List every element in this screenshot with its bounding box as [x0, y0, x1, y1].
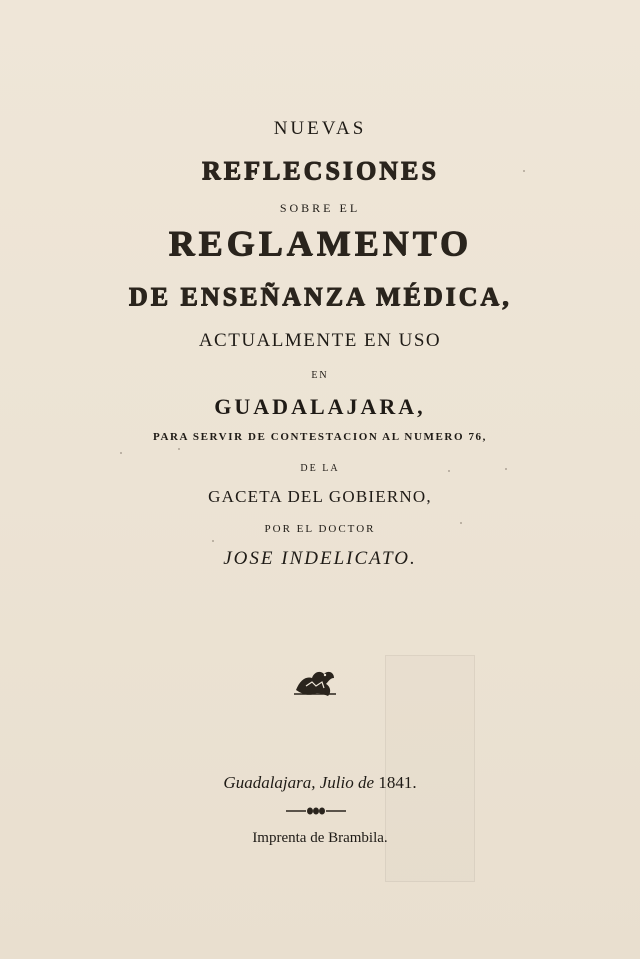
imprint-place: Guadalajara, — [223, 773, 316, 792]
title-line-ensenanza-medica: DE ENSEÑANZA MÉDICA, — [128, 282, 512, 311]
title-line-guadalajara: GUADALAJARA, — [214, 394, 426, 419]
paper-speck — [448, 470, 450, 472]
imprint-year: 1841. — [378, 773, 417, 792]
paper-speck — [460, 522, 462, 524]
author-name: JOSE INDELICATO. — [223, 548, 417, 569]
title-line-gaceta: GACETA DEL GOBIERNO, — [208, 487, 432, 506]
title-line-reglamento: REGLAMENTO — [168, 223, 472, 263]
eagle-vignette-icon — [292, 664, 338, 700]
paper-speck — [505, 468, 507, 470]
title-line-para-servir: PARA SERVIR DE CONTESTACION AL NUMERO 76, — [152, 431, 488, 443]
bleed-through-stamp — [385, 655, 475, 882]
ornamental-rule-icon — [284, 806, 348, 816]
title-line-por-el-doctor: POR EL DOCTOR — [264, 523, 376, 535]
paper-speck — [212, 540, 214, 542]
title-line-nuevas: NUEVAS — [273, 118, 367, 139]
title-line-en: EN — [311, 370, 329, 381]
imprint-date: Julio de — [319, 773, 375, 792]
paper-speck — [178, 448, 180, 450]
imprint-place-date — [0, 773, 640, 793]
title-line-sobre-el: SOBRE EL — [279, 201, 361, 215]
title-line-actualmente: ACTUALMENTE EN USO — [198, 330, 442, 351]
title-line-de-la: DE LA — [300, 463, 340, 474]
paper-speck — [523, 170, 525, 172]
paper-speck — [120, 452, 122, 454]
imprint-printer: Imprenta de Brambila. — [252, 830, 388, 846]
title-line-reflecsiones: REFLECSIONES — [201, 156, 439, 185]
